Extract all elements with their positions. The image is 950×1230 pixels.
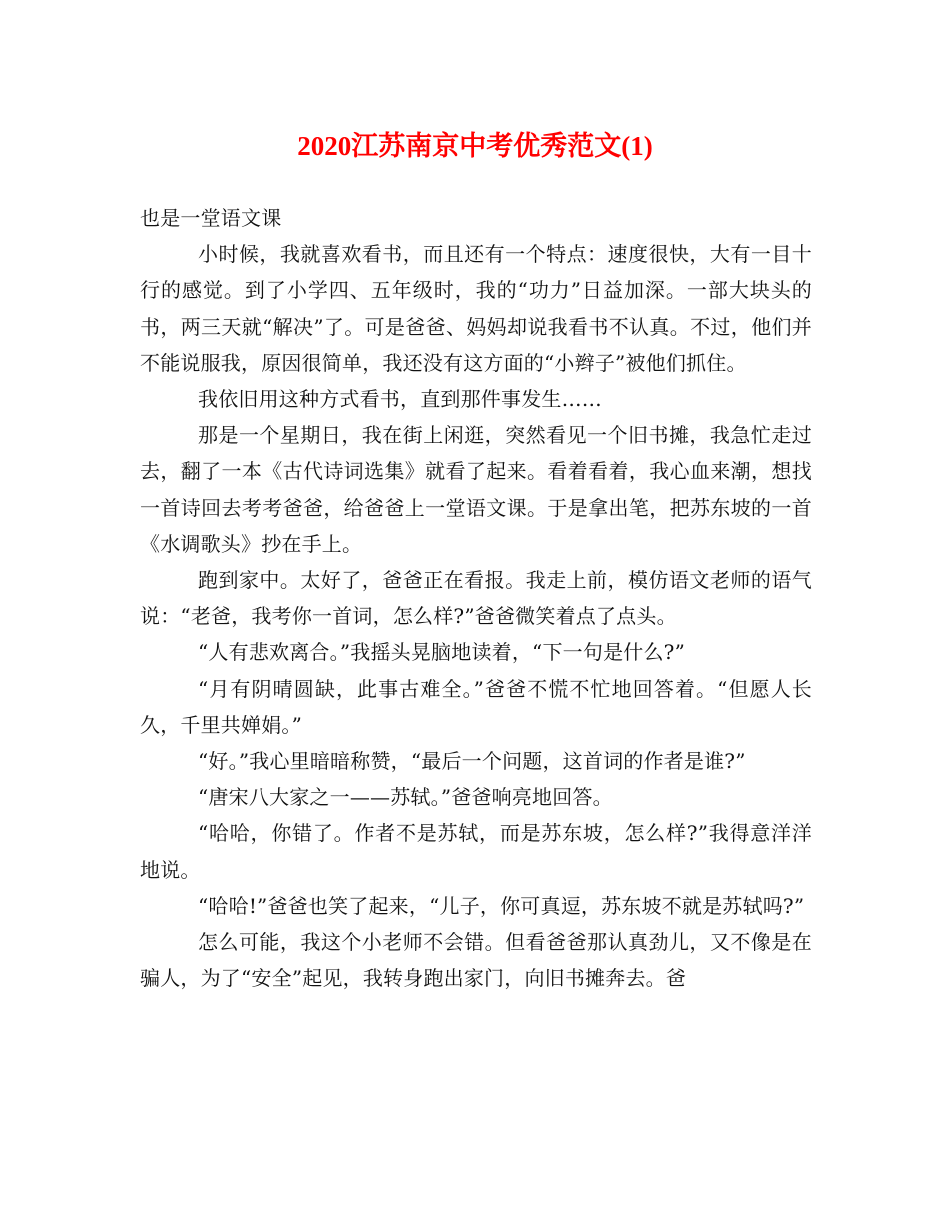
paragraph: “月有阴晴圆缺，此事古难全。”爸爸不慌不忙地回答着。“但愿人长久，千里共婵娟。” <box>140 676 812 737</box>
paragraph: 小时候，我就喜欢看书，而且还有一个特点：速度很快，大有一目十行的感觉。到了小学四、五年级时，我的“功力”日益加深。一部大块头的书，两三天就“解决”了。可是爸爸、妈妈却说我看书不认真。不过，他们并不能说服我，原因很简单，我还没有这方面的“小辫子”被他们抓住。 <box>140 242 812 375</box>
paragraph: 跑到家中。太好了，爸爸正在看报。我走上前，模仿语文老师的语气说：“老爸，我考你一首词，怎么样?”爸爸微笑着点了点头。 <box>140 568 812 629</box>
paragraph: “哈哈!”爸爸也笑了起来，“儿子，你可真逗，苏东坡不就是苏轼吗?” <box>198 893 805 918</box>
paragraph: “人有悲欢离合。”我摇头晃脑地读着，“下一句是什么?” <box>198 640 686 665</box>
document-title: 2020江苏南京中考优秀范文(1) <box>297 131 653 161</box>
paragraph: “唐宋八大家之一——苏轼。”爸爸响亮地回答。 <box>198 785 613 810</box>
paragraph: 那是一个星期日，我在街上闲逛，突然看见一个旧书摊，我急忙走过去，翻了一本《古代诗词选集》就看了起来。看着看着，我心血来潮，想找一首诗回去考考爸爸，给爸爸上一堂语文课。于是拿出笔，把苏东坡的一首《水调歌头》抄在手上。 <box>140 423 812 556</box>
paragraph: “好。”我心里暗暗称赞，“最后一个问题，这首词的作者是谁?” <box>198 749 746 774</box>
essay-title: 也是一堂语文课 <box>140 206 282 230</box>
paragraph: “哈哈，你错了。作者不是苏轼，而是苏东坡，怎么样?”我得意洋洋地说。 <box>140 821 812 882</box>
paragraph: 我依旧用这种方式看书，直到那件事发生…… <box>198 387 602 412</box>
essay-body <box>140 200 812 996</box>
paragraph: 怎么可能，我这个小老师不会错。但看爸爸那认真劲儿，又不像是在骗人，为了“安全”起见，我转身跑出家门，向旧书摊奔去。爸 <box>140 930 812 991</box>
